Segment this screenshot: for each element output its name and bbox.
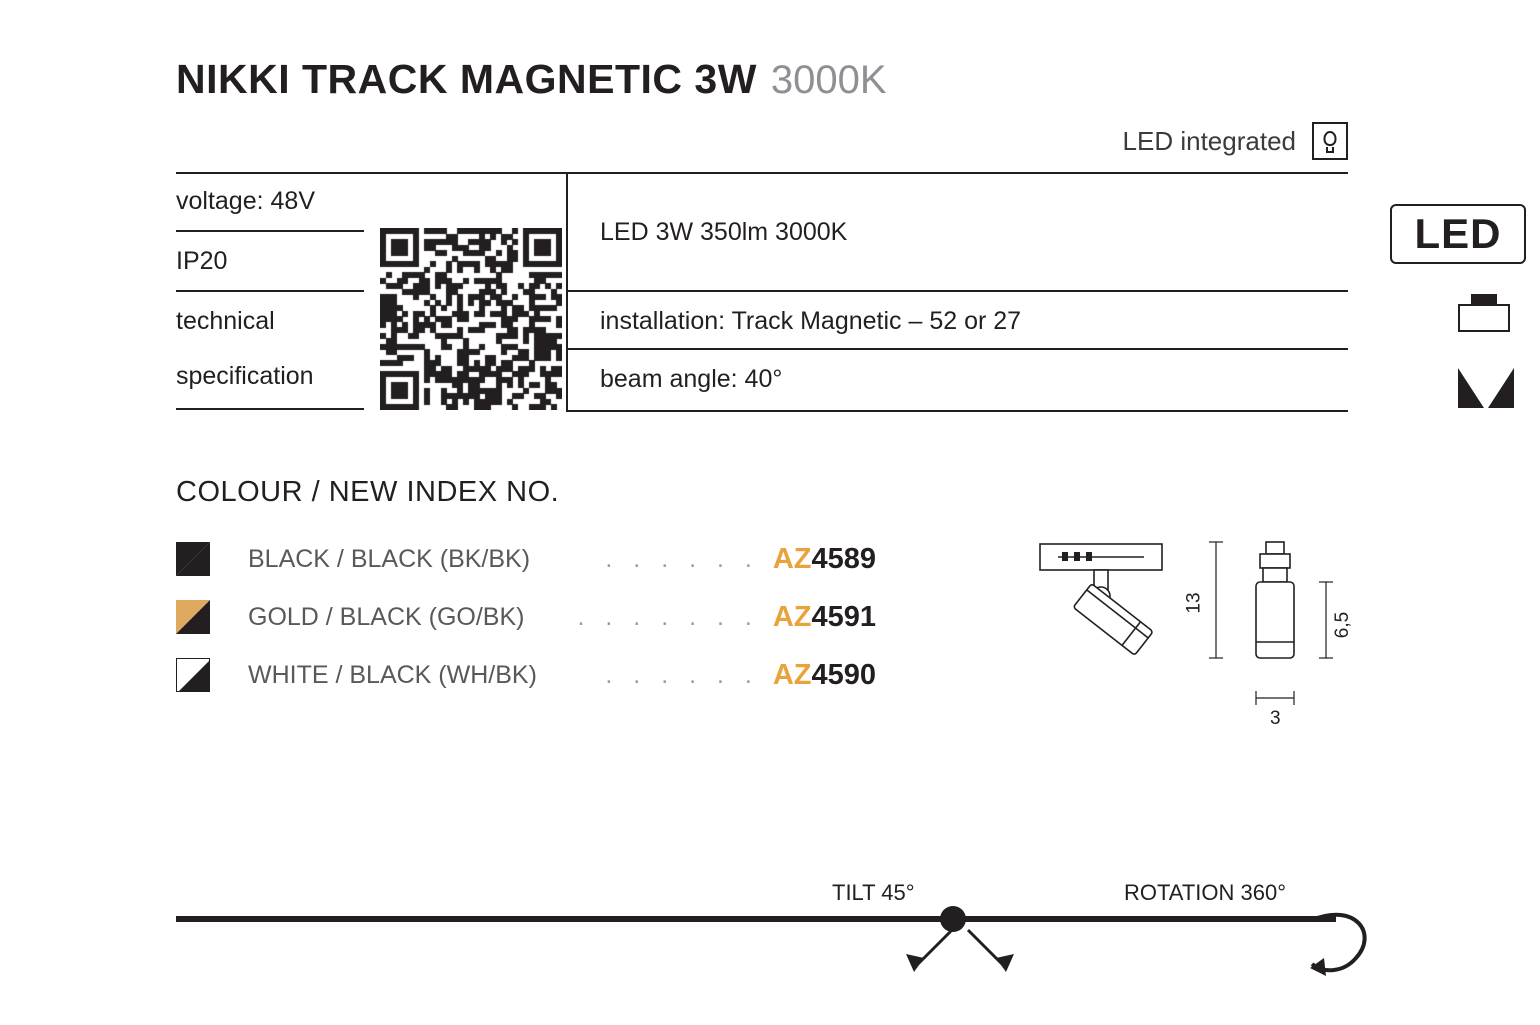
spec-installation: installation: Track Magnetic – 52 or 27 <box>568 292 1348 350</box>
list-item <box>176 646 876 704</box>
track-mount-icon <box>1458 294 1510 332</box>
leader-dots: . . . . . . . <box>577 602 759 631</box>
led-badge: LED <box>1390 204 1526 264</box>
list-item <box>176 588 876 646</box>
rotation-arrow-icon <box>1292 892 1382 992</box>
swatch-icon <box>176 542 210 576</box>
rotation-label: ROTATION 360° <box>1124 880 1287 905</box>
led-integrated-row <box>1123 122 1348 160</box>
product-code <box>773 543 876 576</box>
dimension-height-2: 6,5 <box>1332 611 1354 639</box>
colour-name: WHITE / BLACK (WH/BK) <box>248 660 537 689</box>
divider-left-bottom <box>176 408 364 410</box>
product-code-number: 4589 <box>811 542 876 575</box>
spec-right-column <box>568 172 1348 408</box>
qr-code <box>380 228 562 410</box>
tilt-label: TILT 45° <box>832 880 915 905</box>
colour-section-heading: COLOUR / NEW INDEX NO. <box>176 476 560 508</box>
product-code-prefix: AZ <box>772 658 812 691</box>
bulb-icon <box>1312 122 1348 160</box>
spec-left-column <box>176 172 364 408</box>
spec-led: LED 3W 350lm 3000K <box>568 172 1348 292</box>
leader-dots: . . . . . . <box>605 544 759 573</box>
drawing-svg <box>1020 530 1400 760</box>
led-integrated-label: LED integrated <box>1122 125 1296 156</box>
spec-voltage: voltage: 48V <box>176 172 364 232</box>
product-code-prefix: AZ <box>772 542 812 575</box>
dimension-height: 13 <box>1183 592 1205 614</box>
colour-name: BLACK / BLACK (BK/BK) <box>248 544 531 573</box>
product-code <box>773 601 876 634</box>
beam-angle-icon <box>1458 368 1514 408</box>
product-code-number: 4590 <box>811 658 876 691</box>
leader-dots: . . . . . . <box>605 660 759 689</box>
spec-beam-angle: beam angle: 40° <box>600 365 783 393</box>
list-item <box>176 530 876 588</box>
product-code-number: 4591 <box>811 600 876 633</box>
specification-table <box>176 172 1502 412</box>
divider-right-bottom <box>568 410 1348 412</box>
spec-ip: IP20 <box>176 232 364 292</box>
page-title <box>176 56 887 103</box>
spec-technical: technical <box>176 307 275 335</box>
tilt-arrows-icon <box>880 926 1040 1006</box>
swatch-icon <box>176 600 210 634</box>
tilt-rotation-diagram <box>0 860 1540 1025</box>
product-code <box>773 659 876 692</box>
title-main: NIKKI TRACK MAGNETIC 3W <box>176 56 757 102</box>
dimension-width: 3 <box>1270 708 1281 729</box>
title-colour-temp: 3000K <box>770 58 887 102</box>
swatch-icon <box>176 658 210 692</box>
product-code-prefix: AZ <box>772 600 812 633</box>
colour-list <box>176 530 876 704</box>
technical-drawing <box>1020 530 1400 760</box>
spec-specification: specification <box>176 362 314 390</box>
track-bar <box>176 916 1336 922</box>
colour-name: GOLD / BLACK (GO/BK) <box>248 602 525 631</box>
